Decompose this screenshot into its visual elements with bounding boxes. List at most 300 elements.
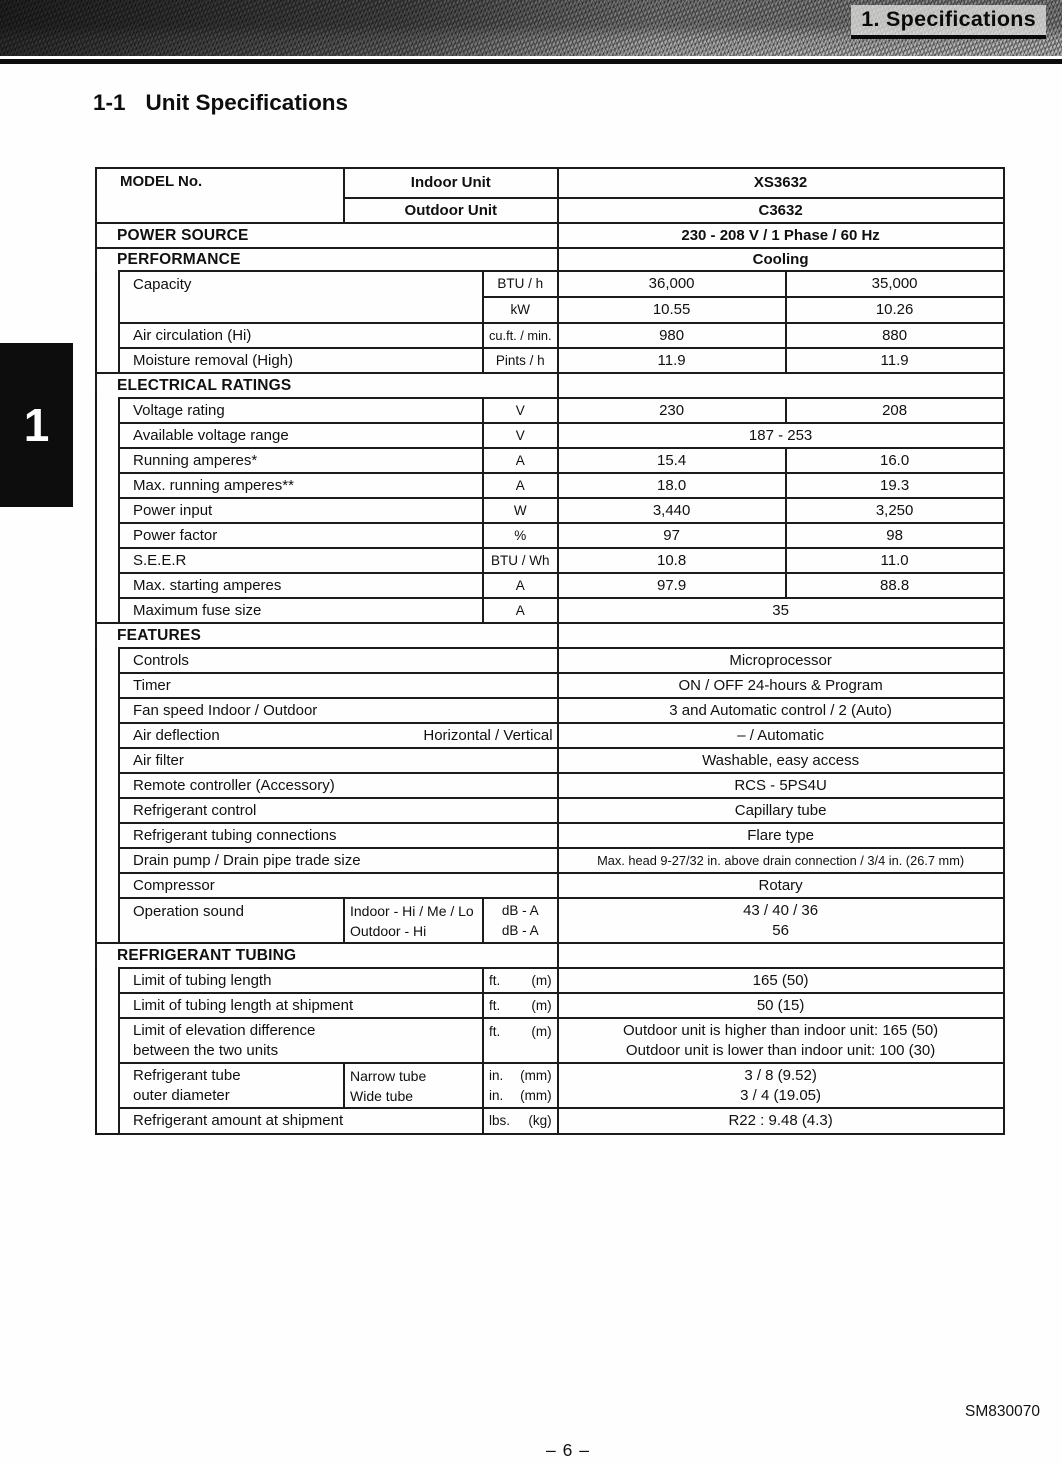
cell-text: ELECTRICAL RATINGS <box>117 376 292 394</box>
page-header-banner <box>0 0 1062 56</box>
value-cell <box>558 673 1004 698</box>
cell-text: Indoor Unit <box>410 174 491 191</box>
cell-text: MODEL No. <box>120 173 203 190</box>
cell-text: Capacity <box>133 276 192 293</box>
cell-text: Refrigerant amount at shipment <box>133 1112 344 1129</box>
chapter-title: 1. Specifications <box>851 5 1046 39</box>
table-row <box>96 223 1004 248</box>
value-cell <box>786 271 1004 297</box>
cell-text: C3632 <box>758 201 803 219</box>
spec-label-cell <box>119 1108 483 1134</box>
cell-text: 187 - 253 <box>748 426 813 444</box>
value-cell <box>558 1108 1004 1134</box>
cell-text: Max. head 9-27/32 in. above drain connection / 3/4 in. (26.7 mm) <box>597 852 965 868</box>
cell-text: Running amperes* <box>133 451 258 469</box>
section-header-cell <box>96 623 558 648</box>
table-indent-cell <box>96 598 119 623</box>
cell-text: Pints / h <box>495 352 545 368</box>
cell-text: Capillary tube <box>734 801 827 819</box>
cell-text: V <box>515 427 525 443</box>
unit-cell <box>483 548 558 573</box>
cell-text: 10.55 <box>652 301 691 318</box>
spec-sublabel-cell <box>344 898 483 943</box>
cell-text-left: Air deflection <box>133 726 220 744</box>
table-row <box>96 573 1004 598</box>
unit-cell <box>483 398 558 423</box>
table-row <box>96 1108 1004 1134</box>
value-cell <box>786 573 1004 598</box>
table-row <box>96 673 1004 698</box>
cell-text: R22 : 9.48 (4.3) <box>728 1112 833 1129</box>
cell-text <box>489 1066 552 1086</box>
table-indent-cell <box>96 323 119 348</box>
table-row <box>96 698 1004 723</box>
unit-cell <box>483 297 558 323</box>
header-value-cell <box>558 198 1004 223</box>
unit-cell <box>483 423 558 448</box>
value-cell <box>558 968 1004 993</box>
spec-label-cell <box>119 398 483 423</box>
cell-text: REFRIGERANT TUBING <box>117 946 297 964</box>
section-header-cell <box>96 248 558 271</box>
cell-text: 10.26 <box>875 301 914 318</box>
spec-label-cell <box>119 1018 483 1063</box>
spec-label-cell <box>119 773 558 798</box>
cell-text: BTU / Wh <box>491 552 550 568</box>
page-number: – 6 – <box>546 1440 590 1460</box>
table-row <box>96 423 1004 448</box>
table-row <box>96 773 1004 798</box>
cell-text-right: (m) <box>531 972 552 988</box>
value-cell <box>786 398 1004 423</box>
cell-text: Outdoor Unit <box>404 201 498 219</box>
table-indent-cell <box>96 798 119 823</box>
spec-label-cell <box>119 898 344 943</box>
cell-text: Limit of tubing length <box>133 971 272 989</box>
cell-text: Max. running amperes** <box>133 476 294 494</box>
table-row <box>96 498 1004 523</box>
cell-text-right: Horizontal / Vertical <box>423 726 553 744</box>
cell-text: dB - A <box>501 902 539 918</box>
table-row <box>96 168 1004 198</box>
table-row <box>96 1018 1004 1063</box>
header-value-cell <box>344 198 558 223</box>
cell-text-right: (kg) <box>528 1113 552 1128</box>
value-cell <box>558 1018 1004 1063</box>
table-indent-cell <box>96 448 119 473</box>
table-row <box>96 723 1004 748</box>
cell-text-left: ft. <box>489 1024 501 1039</box>
cell-text: Limit of tubing length at shipment <box>133 996 354 1014</box>
cell-text: A <box>515 477 525 493</box>
value-cell <box>558 748 1004 773</box>
cell-text: ON / OFF 24-hours & Program <box>678 676 883 694</box>
value-cell <box>558 573 786 598</box>
table-indent-cell <box>96 993 119 1018</box>
spec-label-cell <box>119 698 558 723</box>
cell-text: W <box>513 502 527 518</box>
cell-text: FEATURES <box>117 626 201 644</box>
cell-text: Microprocessor <box>729 651 832 669</box>
spec-label-cell <box>119 748 558 773</box>
cell-text: RCS - 5PS4U <box>734 776 827 794</box>
cell-text <box>489 1019 552 1042</box>
value-cell <box>558 993 1004 1018</box>
cell-text: POWER SOURCE <box>117 226 249 244</box>
cell-text: 3 / 4 (19.05) <box>740 1086 822 1104</box>
cell-text: Wide tube <box>350 1087 414 1104</box>
cell-text: PERFORMANCE <box>117 250 241 268</box>
spec-sublabel-cell <box>344 1063 483 1108</box>
table-row <box>96 398 1004 423</box>
table-row <box>96 1063 1004 1108</box>
unit-cell <box>483 448 558 473</box>
cell-text <box>489 971 552 991</box>
table-row <box>96 348 1004 373</box>
value-cell <box>786 323 1004 348</box>
cell-text: 208 <box>882 401 908 419</box>
cell-text: 11.9 <box>880 351 909 369</box>
spec-label-cell <box>119 673 558 698</box>
cell-text-left: in. <box>489 1087 504 1103</box>
spec-label-cell <box>119 548 483 573</box>
cell-text: A <box>515 602 525 618</box>
value-cell <box>558 623 1004 648</box>
table-indent-cell <box>96 648 119 673</box>
cell-text: – / Automatic <box>737 726 824 744</box>
spec-label-cell <box>119 498 483 523</box>
table-row <box>96 323 1004 348</box>
cell-text: Fan speed Indoor / Outdoor <box>133 701 318 719</box>
value-cell <box>558 943 1004 968</box>
cell-text: Moisture removal (High) <box>133 351 294 369</box>
table-row <box>96 373 1004 398</box>
cell-text-left: ft. <box>489 972 501 988</box>
cell-text: Available voltage range <box>133 426 289 444</box>
table-row <box>96 523 1004 548</box>
value-cell <box>558 448 786 473</box>
header-value-cell <box>558 248 1004 271</box>
cell-text: Outdoor - Hi <box>350 922 427 939</box>
spec-label-cell <box>119 1063 344 1108</box>
cell-text: Indoor - Hi / Me / Lo <box>350 902 474 919</box>
table-indent-cell <box>96 848 119 873</box>
cell-text: Limit of elevation difference <box>133 1021 316 1039</box>
cell-text: 98 <box>886 526 903 544</box>
table-row <box>96 473 1004 498</box>
unit-cell <box>483 1063 558 1108</box>
cell-text: 3,250 <box>875 501 914 519</box>
cell-text: 43 / 40 / 36 <box>743 901 819 919</box>
spec-label-cell <box>119 723 558 748</box>
table-row <box>96 993 1004 1018</box>
cell-text: Refrigerant tubing connections <box>133 826 337 844</box>
cell-text: Maximum fuse size <box>133 601 262 619</box>
cell-text <box>489 996 552 1016</box>
cell-text: 11.9 <box>657 351 686 369</box>
table-indent-cell <box>96 573 119 598</box>
table-indent-cell <box>96 473 119 498</box>
chapter-tab-number: 1 <box>23 399 50 451</box>
value-cell <box>558 823 1004 848</box>
table-indent-cell <box>96 873 119 898</box>
cell-text-left: ft. <box>489 997 501 1013</box>
value-cell <box>786 297 1004 323</box>
cell-text: 3 and Automatic control / 2 (Auto) <box>669 701 892 719</box>
cell-text: Refrigerant control <box>133 801 257 819</box>
spec-label-cell <box>119 648 558 673</box>
cell-text: 88.8 <box>879 576 910 594</box>
header-value-cell <box>558 223 1004 248</box>
cell-text: Outdoor unit is higher than indoor unit: 165 (50) <box>622 1021 939 1039</box>
value-cell <box>558 773 1004 798</box>
cell-text: 15.4 <box>656 451 687 469</box>
cell-text <box>489 1111 552 1131</box>
cell-text-right: (mm) <box>520 1087 552 1103</box>
table-row <box>96 898 1004 943</box>
cell-text: 230 <box>659 401 685 419</box>
table-indent-cell <box>96 898 119 943</box>
value-cell <box>786 523 1004 548</box>
value-cell <box>558 373 1004 398</box>
cell-text: Air circulation (Hi) <box>133 326 252 344</box>
value-cell <box>558 873 1004 898</box>
table-indent-cell <box>96 698 119 723</box>
table-row <box>96 548 1004 573</box>
value-cell <box>558 598 1004 623</box>
unit-cell <box>483 573 558 598</box>
cell-text: Rotary <box>758 876 803 894</box>
table-indent-cell <box>96 823 119 848</box>
unit-cell <box>483 498 558 523</box>
table-row <box>96 748 1004 773</box>
cell-text: V <box>515 402 525 418</box>
value-cell <box>786 548 1004 573</box>
spec-label-cell <box>119 348 483 373</box>
cell-text: Cooling <box>752 250 809 268</box>
heading-text: Unit Specifications <box>145 90 349 115</box>
value-cell <box>786 448 1004 473</box>
cell-text: Controls <box>133 651 189 669</box>
cell-text: 165 (50) <box>752 971 809 989</box>
cell-text: 97 <box>663 526 680 544</box>
value-cell <box>786 473 1004 498</box>
value-cell <box>558 271 786 297</box>
cell-text-left: in. <box>489 1067 504 1083</box>
cell-text: 56 <box>772 921 789 939</box>
header-value-cell <box>558 168 1004 198</box>
table-row <box>96 448 1004 473</box>
cell-text-right: (m) <box>531 1024 552 1039</box>
table-indent-cell <box>96 523 119 548</box>
cell-text: kW <box>510 302 531 317</box>
page-heading <box>93 90 348 116</box>
spec-label-cell <box>119 448 483 473</box>
cell-text-left: lbs. <box>489 1113 511 1128</box>
spec-label-cell <box>119 423 483 448</box>
cell-text: BTU / h <box>497 276 544 291</box>
cell-text: 3 / 8 (9.52) <box>744 1066 817 1084</box>
cell-text: % <box>514 527 527 543</box>
table-indent-cell <box>96 1108 119 1134</box>
spec-label-cell <box>119 848 558 873</box>
table-indent-cell <box>96 673 119 698</box>
value-cell <box>558 473 786 498</box>
value-cell <box>558 798 1004 823</box>
spec-label-cell <box>119 968 483 993</box>
cell-text: A <box>515 452 525 468</box>
table-row <box>96 848 1004 873</box>
table-row <box>96 648 1004 673</box>
value-cell <box>558 648 1004 673</box>
cell-text: 10.8 <box>656 551 687 569</box>
unit-cell <box>483 993 558 1018</box>
cell-text: 97.9 <box>656 576 687 594</box>
cell-text: cu.ft. / min. <box>489 327 552 343</box>
table-row <box>96 271 1004 297</box>
cell-text: between the two units <box>133 1041 279 1059</box>
table-indent-cell <box>96 773 119 798</box>
unit-cell <box>483 523 558 548</box>
cell-text: Narrow tube <box>350 1067 427 1084</box>
value-cell <box>558 548 786 573</box>
cell-text: 16.0 <box>879 451 910 469</box>
spec-label-cell <box>119 573 483 598</box>
cell-text: Timer <box>133 676 171 694</box>
cell-text: A <box>515 577 525 593</box>
table-row <box>96 943 1004 968</box>
spec-label-cell <box>119 598 483 623</box>
cell-text: 880 <box>882 326 908 344</box>
table-indent-cell <box>96 348 119 373</box>
cell-text <box>489 1086 552 1106</box>
cell-text-right: (m) <box>531 997 552 1013</box>
value-cell <box>558 1063 1004 1108</box>
cell-text: Operation sound <box>133 903 244 920</box>
spec-label-cell <box>119 271 483 323</box>
spec-label-cell <box>119 473 483 498</box>
section-header-cell <box>96 223 558 248</box>
table-indent-cell <box>96 398 119 423</box>
spec-label-cell <box>119 873 558 898</box>
header-rule <box>0 59 1062 64</box>
document-code: SM830070 <box>965 1403 1040 1420</box>
unit-cell <box>483 473 558 498</box>
table-indent-cell <box>96 1063 119 1108</box>
cell-text: Max. starting amperes <box>133 576 282 594</box>
cell-text: Air filter <box>133 751 184 769</box>
value-cell <box>558 297 786 323</box>
cell-text: Refrigerant tube <box>133 1066 241 1084</box>
model-label-cell <box>96 168 344 223</box>
unit-cell <box>483 1108 558 1134</box>
cell-text: 18.0 <box>656 476 687 494</box>
table-indent-cell <box>96 423 119 448</box>
unit-cell <box>483 898 558 943</box>
cell-text: 36,000 <box>648 275 695 292</box>
table-indent-cell <box>96 498 119 523</box>
unit-cell <box>483 271 558 297</box>
chapter-tab <box>0 343 73 507</box>
value-cell <box>558 398 786 423</box>
table-indent-cell <box>96 271 119 323</box>
spec-label-cell <box>119 993 483 1018</box>
value-cell <box>558 323 786 348</box>
value-cell <box>558 848 1004 873</box>
cell-text: Flare type <box>747 826 814 844</box>
unit-cell <box>483 348 558 373</box>
table-indent-cell <box>96 723 119 748</box>
cell-text: dB - A <box>501 922 539 938</box>
spec-label-cell <box>119 823 558 848</box>
cell-text: 230 - 208 V / 1 Phase / 60 Hz <box>681 226 880 244</box>
value-cell <box>558 898 1004 943</box>
cell-text: Remote controller (Accessory) <box>133 776 335 794</box>
cell-text: outer diameter <box>133 1086 230 1104</box>
table-indent-cell <box>96 748 119 773</box>
table-row <box>96 598 1004 623</box>
table-row <box>96 968 1004 993</box>
value-cell <box>558 523 786 548</box>
table-indent-cell <box>96 1018 119 1063</box>
unit-cell <box>483 1018 558 1063</box>
table-row <box>96 798 1004 823</box>
section-header-cell <box>96 943 558 968</box>
unit-cell <box>483 968 558 993</box>
spec-label-cell <box>119 798 558 823</box>
spec-label-cell <box>119 323 483 348</box>
section-header-cell <box>96 373 558 398</box>
cell-text: S.E.E.R <box>133 551 187 569</box>
value-cell <box>558 423 1004 448</box>
cell-text: 50 (15) <box>756 996 805 1014</box>
value-cell <box>786 498 1004 523</box>
table-indent-cell <box>96 548 119 573</box>
value-cell <box>558 698 1004 723</box>
table-row <box>96 623 1004 648</box>
header-value-cell <box>344 168 558 198</box>
table-row <box>96 873 1004 898</box>
value-cell <box>558 498 786 523</box>
cell-text: XS3632 <box>753 174 808 191</box>
cell-text: Washable, easy access <box>702 751 860 769</box>
cell-text: Voltage rating <box>133 401 225 419</box>
cell-text: Outdoor unit is lower than indoor unit: 100 (30) <box>625 1041 936 1059</box>
cell-text <box>133 726 553 746</box>
specifications-table <box>95 167 1005 1135</box>
cell-text: Power factor <box>133 526 218 544</box>
table-indent-cell <box>96 968 119 993</box>
value-cell <box>786 348 1004 373</box>
cell-text: 19.3 <box>879 476 910 494</box>
cell-text: Compressor <box>133 876 215 894</box>
table-row <box>96 248 1004 271</box>
cell-text: Drain pump / Drain pipe trade size <box>133 851 361 869</box>
cell-text: 35,000 <box>871 275 918 292</box>
cell-text: 3,440 <box>652 501 691 519</box>
spec-label-cell <box>119 523 483 548</box>
cell-text: 11.0 <box>880 551 909 569</box>
table-row <box>96 823 1004 848</box>
unit-cell <box>483 598 558 623</box>
value-cell <box>558 723 1004 748</box>
cell-text: 980 <box>659 326 685 344</box>
heading-number: 1-1 <box>93 90 126 115</box>
table-body <box>96 168 1004 1134</box>
unit-cell <box>483 323 558 348</box>
cell-text-right: (mm) <box>520 1067 552 1083</box>
cell-text: 35 <box>772 601 789 619</box>
